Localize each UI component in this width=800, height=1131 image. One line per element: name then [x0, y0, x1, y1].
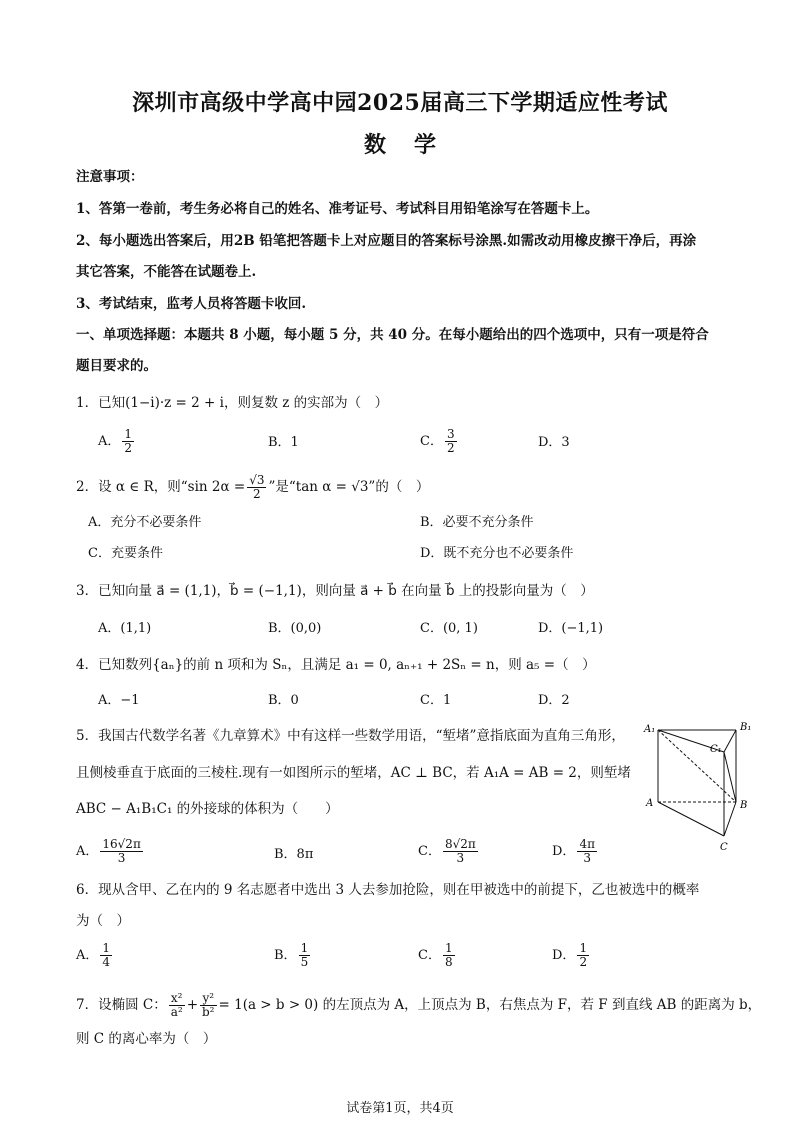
q2-option-d: D．既不充分也不必要条件 [420, 546, 574, 561]
q2-frac-den: 2 [253, 487, 261, 501]
q1-c-label: C． [420, 434, 443, 449]
q6-a-den: 4 [102, 955, 111, 969]
q7-stem-b: = 1(a > b > 0) 的左顶点为 A，上顶点为 B，右焦点为 F，若 F 到直线 AB 的距离为 b， [218, 997, 762, 1013]
q4-option-a: A．−1 [98, 693, 140, 708]
edge-c1-b1 [724, 730, 736, 752]
q7-y-num: y² [200, 992, 217, 1006]
q2-option-c: C．充要条件 [88, 546, 163, 561]
q6-b-fraction [299, 942, 311, 969]
q6-d-fraction [577, 942, 589, 969]
q5-c-label: C． [418, 844, 441, 859]
exam-title: 深圳市高级中学高中园2025届高三下学期适应性考试 [132, 90, 668, 116]
label-c: C [720, 842, 728, 853]
q5-c-fraction [443, 838, 478, 865]
q6-a-fraction [100, 942, 112, 969]
q7-line-1 [76, 992, 761, 1019]
prism-figure [640, 718, 780, 858]
q5-line-3: ABC − A₁B₁C₁ 的外接球的体积为（ ） [76, 801, 339, 817]
q5-option-a [76, 838, 145, 865]
q6-line-2: 为（ ） [76, 913, 130, 929]
q7-x-den: a² [170, 1005, 183, 1019]
label-a1: A₁ [644, 724, 656, 735]
q5-option-b: B．8π [274, 847, 314, 862]
notice-item-1: 1、答第一卷前，考生务必将自己的姓名、准考证号、考试科目用铅笔涂写在答题卡上。 [76, 201, 599, 217]
q6-d-label: D． [552, 948, 576, 963]
q2-stem-a: 2．设 α ∈ R，则“sin 2α = [76, 479, 246, 495]
q7-line-2: 则 C 的离心率为（ ） [76, 1031, 217, 1047]
q2-frac-num: √3 [249, 473, 265, 487]
page-footer: 试卷第1页，共4页 [346, 1101, 454, 1116]
q5-a-label: A． [76, 844, 99, 859]
q4-option-d: D．2 [538, 693, 570, 708]
q6-c-label: C． [418, 948, 441, 963]
q1-c-num: 3 [446, 427, 455, 441]
q5-option-c [418, 838, 480, 865]
q3-option-a: A．(1,1) [98, 621, 152, 636]
q5-line-2: 且侧棱垂直于底面的三棱柱.现有一如图所示的堑堵，AC ⊥ BC，若 A₁A = AB = 2，则堑堵 [76, 765, 631, 781]
q4-stem: 4．已知数列{aₙ}的前 n 项和为 Sₙ，且满足 a₁ = 0, aₙ₊₁ + 2Sₙ = n，则 a₅ =（ ） [76, 657, 596, 673]
q5-a-num: 16√2π [102, 837, 141, 851]
q5-a-den: 3 [117, 851, 126, 865]
notice-item-3: 3、考试结束，监考人员将答题卡收回. [76, 296, 307, 312]
q1-option-d: D．3 [538, 435, 570, 450]
q7-stem-a: 7．设椭圆 C： [76, 997, 167, 1013]
edge-c1-b [724, 752, 736, 802]
q5-c-num: 8√2π [444, 837, 476, 851]
q2-option-b: B．必要不充分条件 [420, 515, 534, 530]
q2-stem-b: ”是“tan α = √3”的（ ） [268, 479, 430, 495]
q3-option-b: B．(0,0) [268, 621, 322, 636]
notice-item-2b: 其它答案，不能答在试题卷上. [76, 264, 257, 280]
q7-x-num: x² [169, 992, 185, 1006]
q5-line-1: 5．我国古代数学名著《九章算术》中有这样一些数学用语，“堑堵”意指底面为直角三角形， [76, 728, 625, 744]
q5-c-den: 3 [456, 851, 465, 865]
edge-c-b [724, 802, 736, 836]
label-b: B [740, 800, 748, 811]
q6-a-num: 1 [102, 941, 111, 955]
q5-d-fraction [577, 838, 597, 865]
q3-stem: 3．已知向量 a⃗ = (1,1)，b⃗ = (−1,1)，则向量 a⃗ + b⃗ 在向量 b⃗ 上的投影向量为（ ） [76, 583, 594, 599]
q5-a-fraction [100, 838, 142, 865]
q1-a-num: 1 [124, 427, 133, 441]
notice-heading: 注意事项： [76, 169, 144, 185]
q5-d-label: D． [552, 844, 576, 859]
q6-a-label: A． [76, 948, 99, 963]
subject-title: 数学 [363, 132, 464, 158]
q2-option-a: A．充分不必要条件 [88, 515, 202, 530]
q6-b-label: B． [274, 948, 297, 963]
q6-d-num: 1 [579, 941, 588, 955]
q5-option-d [552, 838, 599, 865]
q4-option-b: B．0 [268, 693, 299, 708]
q6-option-a [76, 942, 114, 969]
q1-a-den: 2 [124, 441, 133, 455]
q1-c-den: 2 [446, 441, 455, 455]
q7-y-den: b² [202, 1005, 215, 1019]
q5-d-num: 4π [579, 837, 595, 851]
q1-stem: 1．已知(1−i)·z = 2 + i，则复数 z 的实部为（ ） [76, 395, 389, 411]
q1-option-c [420, 428, 459, 455]
q2-stem [76, 474, 429, 501]
q6-option-d [552, 942, 591, 969]
q2-fraction [247, 474, 266, 501]
q6-option-c [418, 942, 457, 969]
q7-x-fraction [169, 992, 185, 1019]
q6-c-den: 8 [444, 955, 453, 969]
label-a: A [646, 798, 654, 809]
q1-c-fraction [445, 428, 457, 455]
q1-a-label: A． [98, 434, 121, 449]
q6-c-fraction [443, 942, 455, 969]
q1-option-b: B．1 [268, 435, 299, 450]
q6-option-b [274, 942, 312, 969]
q1-option-a [98, 428, 136, 455]
label-b1: B₁ [740, 722, 752, 733]
q7-plus: + [186, 997, 198, 1013]
label-c1: C₁ [710, 744, 722, 755]
q6-line-1: 6．现从含甲、乙在内的 9 名志愿者中选出 3 人去参加抢险，则在甲被选中的前提下，乙也被选中的概率 [76, 882, 700, 898]
q7-y-fraction [200, 992, 217, 1019]
section-1-line-2: 题目要求的。 [76, 358, 157, 374]
q6-d-den: 2 [579, 955, 588, 969]
q3-option-c: C．(0, 1) [420, 621, 478, 636]
notice-item-2a: 2、每小题选出答案后，用2B 铅笔把答题卡上对应题目的答案标号涂黑.如需改动用橡皮擦干净后，再涂 [76, 233, 697, 249]
q1-a-fraction [122, 428, 134, 455]
section-1-line-1: 一、单项选择题：本题共 8 小题，每小题 5 分，共 40 分。在每小题给出的四个选项中，只有一项是符合 [76, 327, 709, 343]
q6-b-num: 1 [300, 941, 309, 955]
q4-option-c: C．1 [420, 693, 452, 708]
q5-d-den: 3 [583, 851, 592, 865]
q3-option-d: D．(−1,1) [538, 621, 604, 636]
edge-a-c [658, 802, 724, 836]
q6-b-den: 5 [300, 955, 309, 969]
q6-c-num: 1 [444, 941, 453, 955]
